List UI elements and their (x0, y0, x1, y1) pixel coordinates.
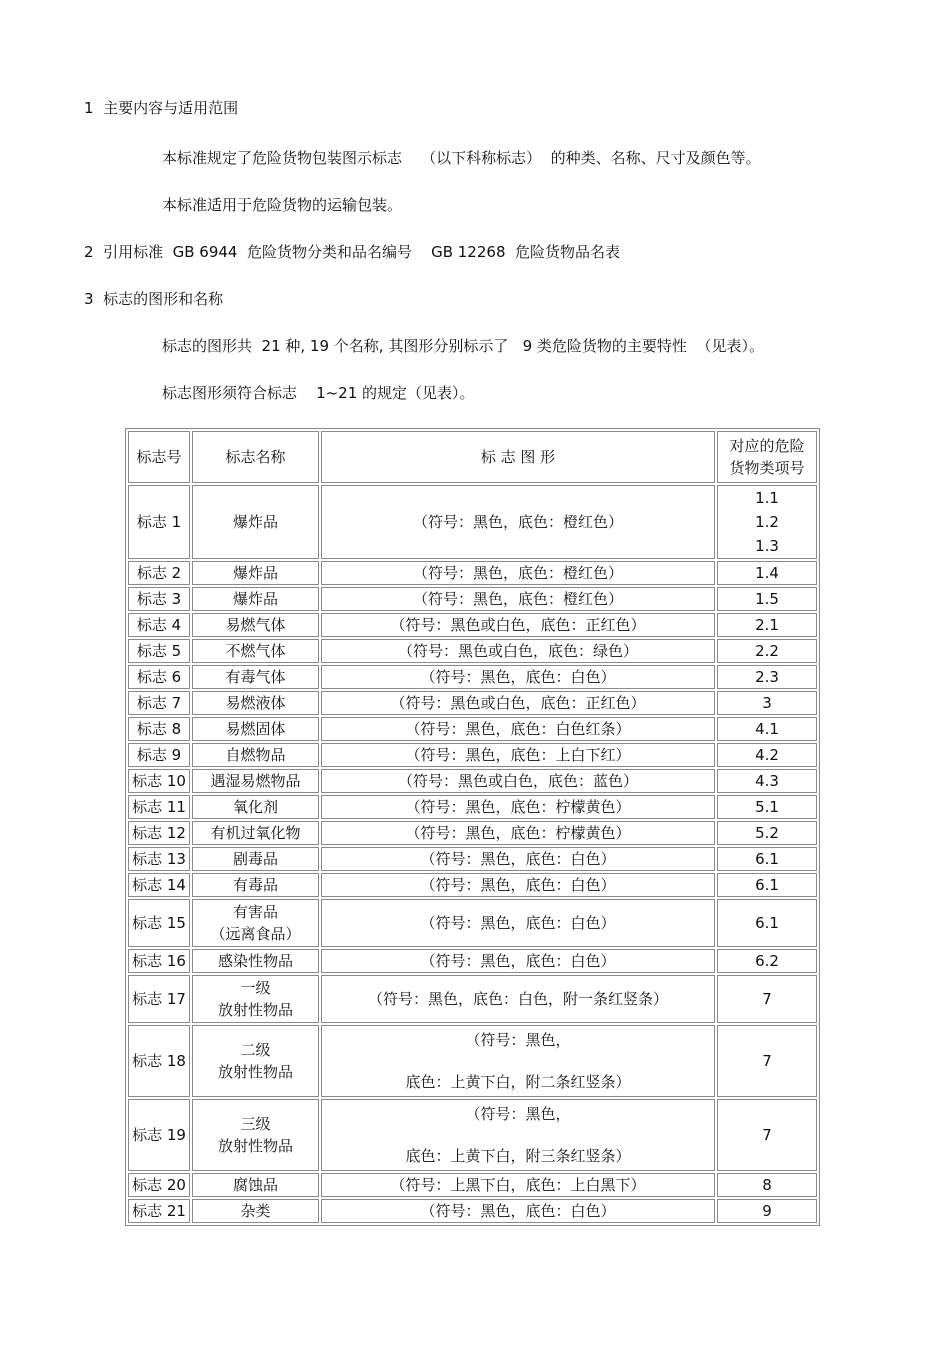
header-sign-figure: 标 志 图 形 (321, 431, 715, 483)
sign-name-cell (192, 743, 319, 767)
sign-name-line: 杂类 (240, 1202, 271, 1220)
hazard-class-value: 6.1 (755, 914, 779, 932)
hazard-class-cell (717, 795, 817, 819)
sign-name-cell (192, 485, 319, 559)
sign-figure-cell (321, 743, 715, 767)
sign-name-cell (192, 613, 319, 637)
hazard-class-value: 9 (762, 1202, 772, 1220)
sign-number-cell: 标志 7 (128, 691, 190, 715)
table-row (128, 847, 817, 871)
sign-figure-line: 底色：上黄下白，附三条红竖条） (405, 1147, 631, 1165)
sign-number-cell: 标志 16 (128, 949, 190, 973)
sign-figure-cell (321, 561, 715, 585)
hazard-class-value: 3 (762, 694, 772, 712)
sign-figure-line: （符号：黑色，底色：橙红色） (412, 513, 623, 531)
hazard-class-cell (717, 821, 817, 845)
section-3-paragraph-1: 标志的图形共 21 种, 19 个名称, 其图形分别标示了 9 类危险货物的主要特性 （见表）。 (162, 337, 764, 355)
table-row (128, 1025, 817, 1097)
hazard-class-value: 4.2 (755, 746, 779, 764)
sign-name-line: 易燃液体 (225, 694, 286, 712)
section-3-heading: 3 标志的图形和名称 (84, 290, 224, 308)
hazard-class-cell (717, 949, 817, 973)
table-row (128, 821, 817, 845)
sign-name-cell (192, 949, 319, 973)
table-row (128, 691, 817, 715)
hazard-class-cell (717, 717, 817, 741)
sign-name-cell (192, 899, 319, 947)
sign-figure-cell (321, 975, 715, 1023)
sign-name-line: 放射性物品 (217, 1001, 293, 1019)
header-hazard-class-line-2: 货物类项号 (729, 459, 805, 477)
hazard-class-cell (717, 1025, 817, 1097)
sign-figure-cell (321, 587, 715, 611)
section-1-paragraph-2: 本标准适用于危险货物的运输包装。 (162, 196, 403, 214)
sign-number-cell: 标志 18 (128, 1025, 190, 1097)
sign-name-cell (192, 847, 319, 871)
hazard-class-value: 1.1 (755, 489, 779, 507)
sign-figure-cell (321, 1173, 715, 1197)
sign-figure-line: （符号：黑色，底色：橙红色） (412, 590, 623, 608)
sign-figure-cell (321, 485, 715, 559)
sign-figure-cell (321, 821, 715, 845)
sign-name-line: 有毒品 (232, 876, 278, 894)
sign-figure-cell (321, 899, 715, 947)
hazard-class-cell (717, 613, 817, 637)
sign-figure-line: （符号：黑色或白色，底色：正红色） (390, 694, 646, 712)
hazard-class-cell (717, 975, 817, 1023)
hazard-class-value: 4.3 (755, 772, 779, 790)
sign-number-cell: 标志 17 (128, 975, 190, 1023)
hazard-class-value: 7 (762, 1052, 772, 1070)
header-hazard-class (717, 431, 817, 483)
hazard-class-value: 1.3 (755, 537, 779, 555)
sign-name-cell (192, 795, 319, 819)
sign-figure-line: （符号：黑色，底色：柠檬黄色） (405, 798, 631, 816)
sign-number-cell: 标志 21 (128, 1199, 190, 1223)
sign-figure-cell (321, 769, 715, 793)
hazard-class-value: 4.1 (755, 720, 779, 738)
sign-figure-line: （符号：黑色，底色：白色） (420, 914, 616, 932)
table-row (128, 613, 817, 637)
table-row (128, 665, 817, 689)
hazard-signs-table (125, 428, 820, 1226)
sign-figure-line: （符号：上黑下白，底色：上白黑下） (390, 1176, 646, 1194)
sign-figure-line: （符号：黑色或白色，底色：绿色） (397, 642, 638, 660)
sign-figure-line: （符号：黑色， (465, 1031, 571, 1049)
header-sign-name: 标志名称 (192, 431, 319, 483)
sign-figure-line: （符号：黑色，底色：白色） (420, 952, 616, 970)
hazard-class-cell (717, 899, 817, 947)
hazard-class-value: 7 (762, 990, 772, 1008)
sign-name-line: 三级 (240, 1115, 271, 1133)
table-row (128, 1173, 817, 1197)
sign-figure-line: （符号：黑色，底色：白色） (420, 668, 616, 686)
hazard-class-value: 2.3 (755, 668, 779, 686)
sign-number-cell: 标志 9 (128, 743, 190, 767)
sign-figure-cell (321, 795, 715, 819)
hazard-class-cell (717, 639, 817, 663)
sign-name-line: 有害品 (232, 903, 278, 921)
sign-name-cell (192, 873, 319, 897)
sign-figure-line: （符号：黑色，底色：白色，附一条红竖条） (367, 990, 668, 1008)
section-2-heading: 2 引用标准 GB 6944 危险货物分类和品名编号 GB 12268 危险货物品名表 (84, 243, 621, 261)
sign-name-line: 有机过氧化物 (210, 824, 301, 842)
table-row (128, 587, 817, 611)
header-sign-number: 标志号 (128, 431, 190, 483)
sign-name-line: 爆炸品 (232, 513, 278, 531)
table-row (128, 1099, 817, 1171)
sign-figure-line: 底色：上黄下白，附二条红竖条） (405, 1073, 631, 1091)
sign-figure-cell (321, 665, 715, 689)
table-row (128, 561, 817, 585)
section-1-heading: 1 主要内容与适用范围 (84, 99, 239, 117)
sign-figure-line: （符号：黑色，底色：白色） (420, 876, 616, 894)
sign-name-cell (192, 717, 319, 741)
sign-name-line: 爆炸品 (232, 590, 278, 608)
hazard-class-cell (717, 1173, 817, 1197)
sign-figure-cell (321, 613, 715, 637)
sign-number-cell: 标志 20 (128, 1173, 190, 1197)
table-row (128, 717, 817, 741)
sign-name-cell (192, 639, 319, 663)
sign-figure-cell (321, 1099, 715, 1171)
sign-name-line: 感染性物品 (217, 952, 293, 970)
hazard-class-cell (717, 847, 817, 871)
table-header-row (128, 431, 817, 483)
sign-figure-line: （符号：黑色，底色：白色） (420, 850, 616, 868)
sign-figure-cell (321, 1025, 715, 1097)
sign-name-line: 放射性物品 (217, 1063, 293, 1081)
sign-name-line: 二级 (240, 1041, 271, 1059)
hazard-class-cell (717, 1199, 817, 1223)
sign-figure-cell (321, 873, 715, 897)
hazard-class-value: 1.2 (755, 513, 779, 531)
hazard-class-cell (717, 665, 817, 689)
hazard-class-cell (717, 873, 817, 897)
hazard-class-value: 6.1 (755, 850, 779, 868)
sign-name-line: 易燃固体 (225, 720, 286, 738)
sign-figure-line: （符号：黑色， (465, 1105, 571, 1123)
sign-number-cell: 标志 3 (128, 587, 190, 611)
hazard-class-value: 5.1 (755, 798, 779, 816)
sign-name-line: 氧化剂 (232, 798, 278, 816)
sign-figure-line: （符号：黑色，底色：橙红色） (412, 564, 623, 582)
sign-name-line: （远离食品） (210, 925, 301, 943)
sign-figure-line: （符号：黑色，底色：柠檬黄色） (405, 824, 631, 842)
hazard-class-cell (717, 485, 817, 559)
sign-name-cell (192, 665, 319, 689)
hazard-class-value: 2.2 (755, 642, 779, 660)
sign-name-cell (192, 1099, 319, 1171)
sign-name-line: 爆炸品 (232, 564, 278, 582)
sign-name-line: 遇湿易燃物品 (210, 772, 301, 790)
sign-figure-cell (321, 1199, 715, 1223)
sign-number-cell: 标志 11 (128, 795, 190, 819)
sign-name-cell (192, 587, 319, 611)
sign-number-cell: 标志 4 (128, 613, 190, 637)
section-1-paragraph-1: 本标准规定了危险货物包装图示标志 （以下科称标志） 的种类、名称、尺寸及颜色等。 (162, 149, 761, 167)
sign-number-cell: 标志 1 (128, 485, 190, 559)
hazard-class-value: 6.2 (755, 952, 779, 970)
table-row (128, 795, 817, 819)
sign-name-line: 腐蚀品 (232, 1176, 278, 1194)
sign-name-cell (192, 821, 319, 845)
hazard-class-cell (717, 587, 817, 611)
sign-name-cell (192, 769, 319, 793)
hazard-class-value: 6.1 (755, 876, 779, 894)
table-row (128, 639, 817, 663)
hazard-class-value: 8 (762, 1176, 772, 1194)
section-3-paragraph-2: 标志图形须符合标志 1~21 的规定（见表）。 (162, 384, 475, 402)
hazard-class-cell (717, 769, 817, 793)
sign-number-cell: 标志 12 (128, 821, 190, 845)
sign-figure-cell (321, 847, 715, 871)
sign-figure-cell (321, 691, 715, 715)
table-row (128, 1199, 817, 1223)
sign-name-line: 一级 (240, 979, 271, 997)
table-row (128, 975, 817, 1023)
sign-name-cell (192, 1199, 319, 1223)
sign-name-line: 易燃气体 (225, 616, 286, 634)
sign-figure-cell (321, 717, 715, 741)
table-row (128, 899, 817, 947)
table-row (128, 769, 817, 793)
sign-number-cell: 标志 2 (128, 561, 190, 585)
table-row (128, 873, 817, 897)
sign-name-line: 不燃气体 (225, 642, 286, 660)
sign-figure-line: （符号：黑色或白色，底色：正红色） (390, 616, 646, 634)
hazard-class-value: 1.4 (755, 564, 779, 582)
sign-name-line: 剧毒品 (232, 850, 278, 868)
sign-number-cell: 标志 14 (128, 873, 190, 897)
sign-number-cell: 标志 5 (128, 639, 190, 663)
hazard-class-cell (717, 743, 817, 767)
hazard-class-cell (717, 561, 817, 585)
table-row (128, 485, 817, 559)
sign-number-cell: 标志 6 (128, 665, 190, 689)
sign-name-cell (192, 561, 319, 585)
sign-name-line: 自燃物品 (225, 746, 286, 764)
sign-figure-line: （符号：黑色或白色，底色：蓝色） (397, 772, 638, 790)
hazard-class-value: 5.2 (755, 824, 779, 842)
sign-number-cell: 标志 19 (128, 1099, 190, 1171)
sign-name-cell (192, 975, 319, 1023)
sign-name-cell (192, 1173, 319, 1197)
sign-number-cell: 标志 13 (128, 847, 190, 871)
sign-figure-cell (321, 949, 715, 973)
sign-figure-line: （符号：黑色，底色：上白下红） (405, 746, 631, 764)
sign-figure-line: （符号：黑色，底色：白色红条） (405, 720, 631, 738)
sign-number-cell: 标志 15 (128, 899, 190, 947)
sign-name-line: 放射性物品 (217, 1137, 293, 1155)
hazard-class-cell (717, 691, 817, 715)
table-row (128, 743, 817, 767)
sign-number-cell: 标志 8 (128, 717, 190, 741)
hazard-class-value: 1.5 (755, 590, 779, 608)
sign-name-line: 有毒气体 (225, 668, 286, 686)
sign-name-cell (192, 1025, 319, 1097)
sign-figure-line: （符号：黑色，底色：白色） (420, 1202, 616, 1220)
sign-figure-cell (321, 639, 715, 663)
hazard-class-value: 2.1 (755, 616, 779, 634)
hazard-class-cell (717, 1099, 817, 1171)
table-row (128, 949, 817, 973)
hazard-class-value: 7 (762, 1126, 772, 1144)
header-hazard-class-line-1: 对应的危险 (729, 437, 805, 455)
sign-name-cell (192, 691, 319, 715)
sign-number-cell: 标志 10 (128, 769, 190, 793)
